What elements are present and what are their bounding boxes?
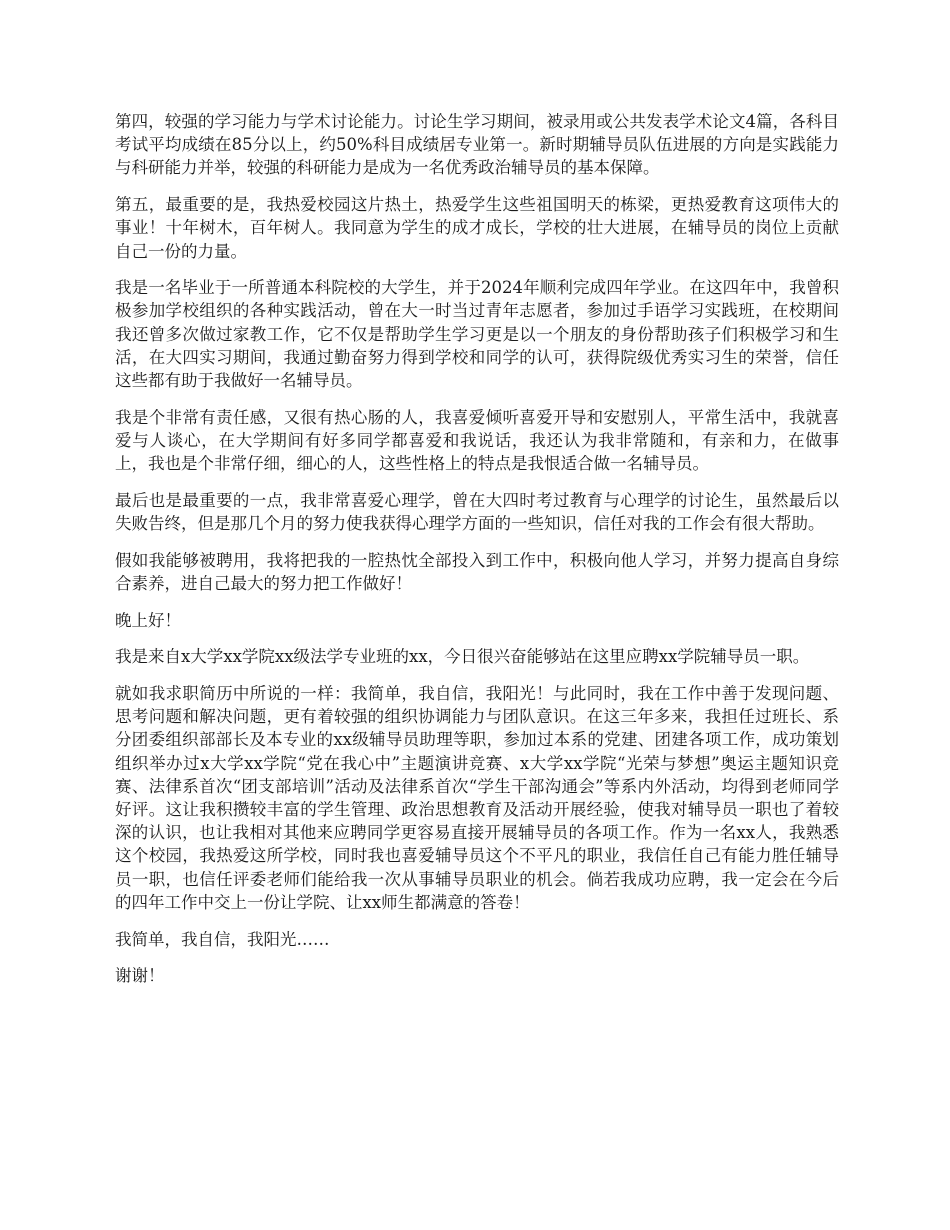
- paragraph-greeting: 晚上好！: [115, 610, 181, 630]
- document-body: [115, 110, 839, 1001]
- paragraph-motto: 我简单，我自信，我阳光……: [115, 929, 330, 949]
- paragraph-introduction: 我是来自x大学xx学院xx级法学专业班的xx，今日很兴奋能够站在这里应聘xx学院辅导员一职。: [115, 647, 810, 667]
- paragraph-psychology: 最后也是最重要的一点，我非常喜爱心理学，曾在大四时考过教育与心理学的讨论生，虽然最后以失败告终，但是那几个月的努力使我获得心理学方面的一些知识，信任对我的工作会有很大帮助。: [115, 490, 839, 534]
- paragraph-personality: 我是个非常有责任感，又很有热心肠的人，我喜爱倾听喜爱开导和安慰别人，平常生活中，我就喜爱与人谈心，在大学期间有好多同学都喜爱和我说话，我还认为我非常随和，有亲和力，在做事上，我也是个非常仔细，细心的人，这些性格上的特点是我恨适合做一名辅导员。: [115, 407, 839, 474]
- paragraph-fifth-point: 第五，最重要的是，我热爱校园这片热土，热爱学生这些祖国明天的栋梁，更热爱教育这项伟大的事业！十年树木，百年树人。我同意为学生的成才成长，学校的壮大进展，在辅导员的岗位上贡献自己一份的力量。: [115, 195, 839, 261]
- paragraph-thanks: 谢谢！: [115, 966, 165, 986]
- paragraph-background: 我是一名毕业于一所普通本科院校的大学生，并于2024年顺利完成四年学业。在这四年中，我曾积极参加学校组织的各种实践活动，曾在大一时当过青年志愿者，参加过手语学习实践班，在校期间我还曾多次做过家教工作，它不仅是帮助学生学习更是以一个朋友的身份帮助孩子们积极学习和生活，在大四实习期间，我通过勤奋努力得到学校和同学的认可，获得院级优秀实习生的荣誉，信任这些都有助于我做好一名辅导员。: [115, 278, 839, 391]
- paragraph-fourth-point: 第四，较强的学习能力与学术讨论能力。讨论生学习期间，被录用或公共发表学术论文4篇，各科目考试平均成绩在85分以上，约50%科目成绩居专业第一。新时期辅导员队伍进展的方向是实践能力与科研能力并举，较强的科研能力是成为一名优秀政治辅导员的基本保障。: [115, 112, 839, 178]
- paragraph-experience: 就如我求职简历中所说的一样：我简单，我自信，我阳光！与此同时，我在工作中善于发现问题、思考问题和解决问题，更有着较强的组织协调能力与团队意识。在这三年多来，我担任过班长、系分团委组织部部长及本专业的xx级辅导员助理等职，参加过本系的党建、团建各项工作，成功策划组织举办过x大学xx学院“党在我心中”主题演讲竞赛、x大学xx学院“光荣与梦想”奥运主题知识竞赛、法律系首次“团支部培训”活动及法律系首次“学生干部沟通会”等系内外活动，均得到老师同学好评。这让我积攒较丰富的学生管理、政治思想教育及活动开展经验，使我对辅导员一职也了着较深的认识，也让我相对其他来应聘同学更容易直接开展辅导员的各项工作。作为一名xx人，我熟悉这个校园，我热爱这所学校，同时我也喜爱辅导员这个不平凡的职业，我信任自己有能力胜任辅导员一职，也信任评委老师们能给我一次从事辅导员职业的机会。倘若我成功应聘，我一定会在今后的四年工作中交上一份让学院、让xx师生都满意的答卷！: [115, 684, 839, 912]
- paragraph-commitment: 假如我能够被聘用，我将把我的一腔热忱全部投入到工作中，积极向他人学习，并努力提高自身综合素养，进自己最大的努力把工作做好！: [115, 550, 839, 593]
